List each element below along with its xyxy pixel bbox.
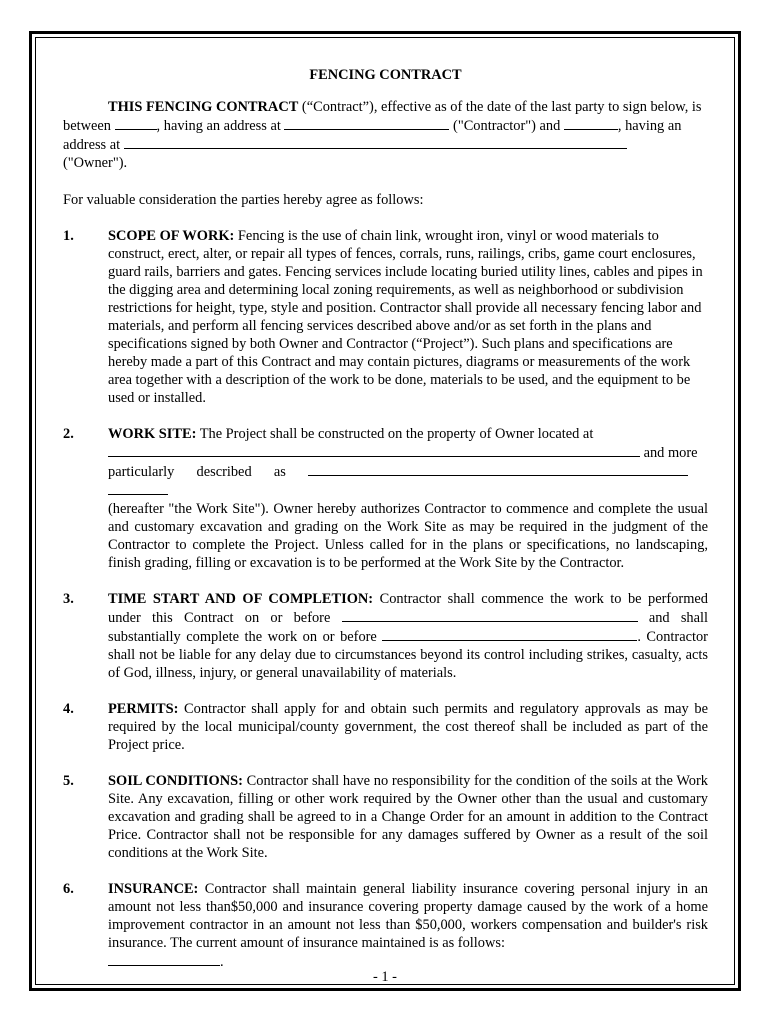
contractor-address-blank[interactable] xyxy=(284,116,449,130)
insurance-amount-blank[interactable] xyxy=(108,952,220,966)
section-work-site: 2. WORK SITE: The Project shall be constructed on the property of Owner located at and more particularly described as (hereafter "the Work Site"). Owner hereby authorizes Contractor to commence and complete the usual and customary excavation and grading on the Work Site as may be required in the judgment of the Contractor to complete the Project. Unless called for in the plans or specifications, no landscaping, finish grading, filling or excavation is to be performed at the Work Site by the Contractor. xyxy=(63,426,708,571)
section-number: 3. xyxy=(63,591,74,607)
document-title: FENCING CONTRACT xyxy=(309,67,462,83)
work-site-description-blank-2[interactable] xyxy=(108,481,168,495)
section-heading: WORK SITE: xyxy=(108,426,197,442)
section-number: 2. xyxy=(63,426,74,442)
section-number: 5. xyxy=(63,773,74,789)
consideration-text: For valuable consideration the parties hereby agree as follows: xyxy=(63,192,424,208)
section-heading: SCOPE OF WORK: xyxy=(108,228,235,244)
completion-date-blank[interactable] xyxy=(382,627,637,641)
start-date-blank[interactable] xyxy=(342,608,638,622)
work-site-location-blank[interactable] xyxy=(108,443,640,457)
contract-page xyxy=(63,62,708,971)
section-time-start-completion: 3. TIME START AND OF COMPLETION: Contractor shall commence the work to be performed under this Contract on or before and shall substantially complete the work on or before . Contractor shall not be liable for any delay due to circumstances beyond its control including strikes, casualty, acts of God, illness, injury, or general unavailability of materials. xyxy=(63,591,709,681)
section-number: 1. xyxy=(63,228,74,244)
section-permits: 4. PERMITS: Contractor shall apply for and obtain such permits and regulatory approvals as may be required by the local municipal/county government, the cost thereof shall be included as part of the Project price. xyxy=(63,701,708,753)
section-heading: SOIL CONDITIONS: xyxy=(108,773,243,789)
owner-name-blank[interactable] xyxy=(564,116,618,130)
section-insurance: 6. INSURANCE: Contractor shall maintain general liability insurance covering personal injury in an amount not less than$50,000 and insurance covering property damage caused by the work of a home improvement contractor in an amount not less than $50,000, workers compensation and builder's risk insurance. The current amount of insurance maintained is as follows: . xyxy=(63,881,708,970)
section-number: 6. xyxy=(63,881,74,897)
section-heading: PERMITS: xyxy=(108,701,179,717)
section-heading: INSURANCE: xyxy=(108,881,199,897)
intro-paragraph: THIS FENCING CONTRACT (“Contract”), effective as of the date of the last party to sign below, is between , having an address at ("Contractor") and , having an address at ("Owner"). xyxy=(63,99,702,171)
section-number: 4. xyxy=(63,701,74,717)
work-site-description-blank[interactable] xyxy=(308,462,688,476)
intro-lead: THIS FENCING CONTRACT xyxy=(108,99,299,115)
section-heading: TIME START AND OF COMPLETION: xyxy=(108,591,374,607)
section-soil-conditions: 5. SOIL CONDITIONS: Contractor shall have no responsibility for the condition of the soils at the Work Site. Any excavation, filling or other work required by the Owner other than the usual and customary excavation and grading shall be agreed to in a Change Order for an amount in addition to the Contract Price. Contractor shall not be responsible for any damages suffered by Owner as a result of the soil conditions at the Work Site. xyxy=(63,773,708,861)
page-number: - 1 - xyxy=(373,969,397,985)
section-scope-of-work: 1. SCOPE OF WORK: Fencing is the use of chain link, wrought iron, vinyl or wood materials to construct, erect, alter, or repair all types of fences, corrals, runs, railings, cribs, game court enclosures, guard rails, barriers and gates. Fencing services include locating buried utility lines, cables and pipes in the digging area and determining local zoning requirements, as well as neighborhood or subdivision restrictions for height, type, style and position. Contractor shall provide all necessary fencing labor and materials, and perform all fencing services described above and/or as set forth in the plans and specifications signed by both Owner and Contractor (“Project”). Such plans and specifications are hereby made a part of this Contract and may contain pictures, diagrams or measurements of the work area together with a description of the work to be done, materials to be used, and the equipment to be used or installed. xyxy=(63,228,703,406)
contractor-name-blank[interactable] xyxy=(115,116,157,130)
owner-address-blank[interactable] xyxy=(124,135,627,149)
